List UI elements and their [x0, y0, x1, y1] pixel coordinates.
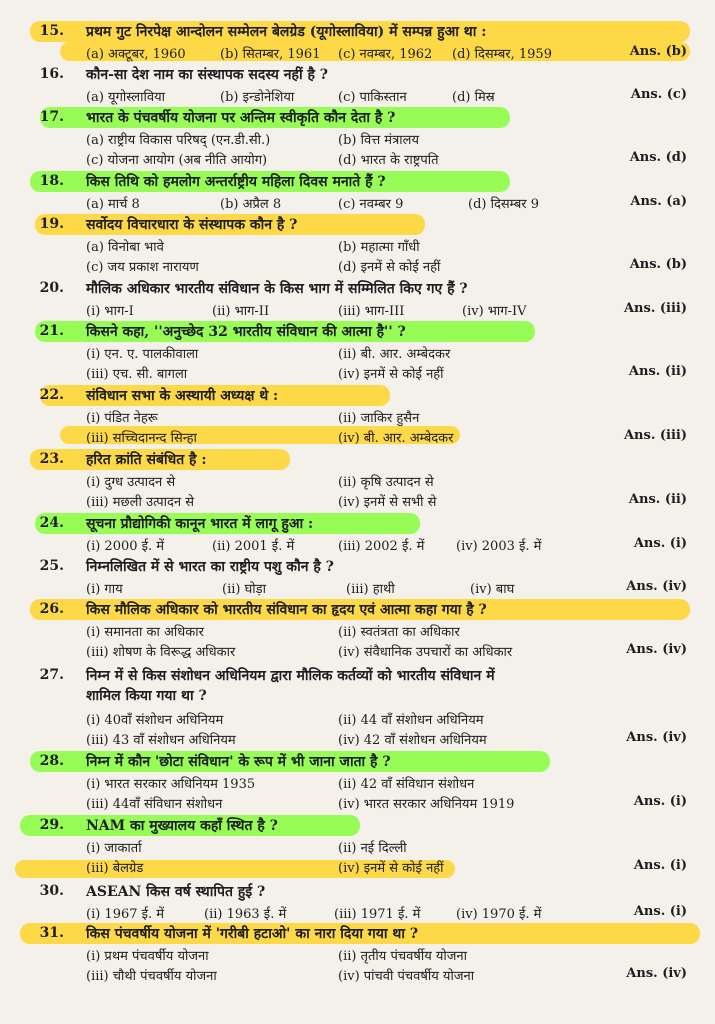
option-3: (iii) शोषण के विरूद्ध अधिकार	[86, 645, 236, 660]
option-1: (i) प्रथम पंचवर्षीय योजना	[86, 949, 209, 964]
option-c: (c) नवम्बर 9	[338, 197, 404, 212]
question-20	[0, 277, 715, 319]
option-b: (b) सितम्बर, 1961	[220, 47, 321, 62]
option-4: (iv) 2003 ई. में	[456, 539, 542, 554]
question-number: 23.	[39, 451, 64, 467]
option-3: (iii) बेलग्रेड	[86, 861, 144, 876]
option-4: (iv) भाग-IV	[462, 304, 527, 319]
option-2: (ii) 1963 ई. में	[204, 907, 287, 922]
option-a: (a) राष्ट्रीय विकास परिषद् (एन.डी.सी.)	[86, 133, 271, 148]
question-text: सूचना प्रौद्योगिकी कानून भारत में लागू हुआ :	[86, 516, 314, 532]
question-text: NAM का मुख्यालय कहाँ स्थित है ?	[86, 818, 278, 834]
question-text: किसने कहा, ''अनुच्छेद 32 भारतीय संविधान की आत्मा है'' ?	[86, 324, 406, 340]
question-text: सर्वोदय विचारधारा के संस्थापक कौन है ?	[86, 217, 298, 233]
question-number: 25.	[39, 558, 64, 574]
answer: Ans. (i)	[633, 904, 687, 919]
question-text: हरित क्रांति संबंधित है :	[86, 452, 207, 468]
question-text: किस तिथि को हमलोग अन्तर्राष्ट्रीय महिला दिवस मनाते हैं ?	[86, 174, 386, 190]
option-b: (b) महात्मा गाँधी	[338, 240, 420, 255]
question-24	[0, 512, 715, 554]
option-2: (ii) 2001 ई. में	[212, 539, 295, 554]
option-2: (ii) 42 वाँ संविधान संशोधन	[338, 777, 475, 792]
option-4: (iv) इनमें से कोई नहीं	[338, 861, 444, 876]
option-3: (iii) सच्चिदानन्द सिन्हा	[86, 431, 197, 446]
answer: Ans. (d)	[629, 150, 687, 165]
option-2: (ii) भाग-II	[212, 304, 270, 319]
answer: Ans. (i)	[633, 794, 687, 809]
option-1: (i) 2000 ई. में	[86, 539, 165, 554]
question-number: 27.	[39, 667, 64, 683]
question-26	[0, 598, 715, 660]
question-number: 24.	[39, 515, 64, 531]
question-text: किस मौलिक अधिकार को भारतीय संविधान का हृदय एवं आत्मा कहा गया है ?	[86, 602, 487, 618]
question-30	[0, 880, 715, 922]
option-1: (i) पंडित नेहरू	[86, 411, 158, 426]
question-number: 15.	[39, 23, 64, 39]
question-text: भारत के पंचवर्षीय योजना पर अन्तिम स्वीकृति कौन देता है ?	[86, 110, 396, 126]
option-d: (d) इनमें से कोई नहीं	[338, 260, 441, 275]
option-3: (iii) भाग-III	[338, 304, 405, 319]
option-4: (iv) 1970 ई. में	[456, 907, 542, 922]
option-2: (ii) बी. आर. अम्बेदकर	[338, 347, 451, 362]
question-number: 29.	[39, 817, 64, 833]
question-number: 28.	[39, 753, 64, 769]
question-number: 19.	[39, 216, 64, 232]
option-b: (b) वित्त मंत्रालय	[338, 133, 419, 148]
question-number: 21.	[39, 323, 64, 339]
option-d: (d) दिसम्बर, 1959	[452, 47, 552, 62]
question-27	[0, 664, 715, 748]
answer: Ans. (b)	[629, 257, 687, 272]
question-number: 26.	[39, 601, 64, 617]
answer: Ans. (iv)	[626, 966, 687, 981]
answer: Ans. (iv)	[626, 642, 687, 657]
option-1: (i) एन. ए. पालकीवाला	[86, 347, 199, 362]
question-number: 16.	[39, 66, 64, 82]
option-3: (iii) एच. सी. बागला	[86, 367, 188, 382]
option-c: (c) नवम्बर, 1962	[338, 47, 433, 62]
option-2: (ii) घोड़ा	[222, 582, 266, 597]
question-text: किस पंचवर्षीय योजना में 'गरीबी हटाओ' का नारा दिया गया था ?	[86, 926, 419, 942]
question-31	[0, 922, 715, 984]
option-1: (i) 40वाँ संशोधन अधिनियम	[86, 713, 224, 728]
option-c: (c) योजना आयोग (अब नीति आयोग)	[86, 153, 268, 168]
option-d: (d) दिसम्बर 9	[468, 197, 540, 212]
question-22	[0, 384, 715, 446]
option-2: (ii) स्वतंत्रता का अधिकार	[338, 625, 460, 640]
question-19	[0, 213, 715, 275]
question-text-continued: शामिल किया गया था ?	[86, 688, 207, 704]
option-b: (b) इन्डोनेशिया	[220, 90, 295, 105]
question-18	[0, 170, 715, 212]
answer: Ans. (iii)	[623, 301, 687, 316]
option-d: (d) भारत के राष्ट्रपति	[338, 153, 439, 168]
answer: Ans. (b)	[629, 44, 687, 59]
question-text: निम्नलिखित में से भारत का राष्ट्रीय पशु कौन है ?	[86, 559, 334, 575]
question-number: 22.	[39, 387, 64, 403]
option-c: (c) पाकिस्तान	[338, 90, 407, 105]
option-3: (iii) मछली उत्पादन से	[86, 495, 194, 510]
answer: Ans. (iv)	[626, 579, 687, 594]
option-2: (ii) जाकिर हुसैन	[338, 411, 420, 426]
question-number: 17.	[39, 109, 64, 125]
option-1: (i) दुग्ध उत्पादन से	[86, 475, 176, 490]
question-15	[0, 20, 715, 62]
option-1: (i) भारत सरकार अधिनियम 1935	[86, 777, 256, 792]
option-a: (a) यूगोस्लाविया	[86, 90, 165, 105]
option-c: (c) जय प्रकाश नारायण	[86, 260, 199, 275]
option-4: (iv) 42 वाँ संशोधन अधिनियम	[338, 733, 487, 748]
question-text: संविधान सभा के अस्थायी अध्यक्ष थे :	[86, 388, 279, 404]
question-17	[0, 106, 715, 168]
option-3: (iii) 44वाँ संविधान संशोधन	[86, 797, 223, 812]
question-21	[0, 320, 715, 382]
option-4: (iv) बी. आर. अम्बेदकर	[338, 431, 454, 446]
answer: Ans. (ii)	[628, 364, 687, 379]
option-2: (ii) 44 वाँ संशोधन अधिनियम	[338, 713, 484, 728]
option-3: (iii) 2002 ई. में	[338, 539, 425, 554]
question-28	[0, 750, 715, 812]
question-text: ASEAN किस वर्ष स्थापित हुई ?	[86, 884, 266, 900]
question-16	[0, 63, 715, 105]
option-1: (i) 1967 ई. में	[86, 907, 165, 922]
answer: Ans. (c)	[630, 87, 687, 102]
option-4: (iv) बाघ	[470, 582, 515, 597]
answer: Ans. (i)	[633, 536, 687, 551]
question-29	[0, 814, 715, 876]
option-2: (ii) नई दिल्ली	[338, 841, 407, 856]
question-number: 18.	[39, 173, 64, 189]
question-text: मौलिक अधिकार भारतीय संविधान के किस भाग में सम्मिलित किए गए हैं ?	[86, 281, 468, 297]
option-1: (i) जाकार्ता	[86, 841, 142, 856]
answer: Ans. (i)	[633, 858, 687, 873]
question-text: प्रथम गुट निरपेक्ष आन्दोलन सम्मेलन बेलग्रेड (यूगोस्लाविया) में सम्पन्न हुआ था :	[86, 24, 487, 40]
option-a: (a) मार्च 8	[86, 197, 140, 212]
option-3: (iii) चौथी पंचवर्षीय योजना	[86, 969, 217, 984]
option-4: (iv) भारत सरकार अधिनियम 1919	[338, 797, 515, 812]
question-number: 31.	[39, 925, 64, 941]
question-text: निम्न में कौन 'छोटा संविधान' के रूप में भी जाना जाता है ?	[86, 754, 391, 770]
option-d: (d) मिस्र	[452, 90, 495, 105]
question-text: कौन-सा देश नाम का संस्थापक सदस्य नहीं है ?	[86, 67, 328, 83]
answer: Ans. (iii)	[623, 428, 687, 443]
option-a: (a) विनोबा भावे	[86, 240, 164, 255]
option-1: (i) गाय	[86, 582, 123, 597]
question-number: 20.	[39, 280, 64, 296]
option-4: (iv) संवैधानिक उपचारों का अधिकार	[338, 645, 513, 660]
option-4: (iv) इनमें से सभी से	[338, 495, 437, 510]
answer: Ans. (a)	[630, 194, 687, 209]
option-3: (iii) 1971 ई. में	[334, 907, 421, 922]
answer: Ans. (ii)	[628, 492, 687, 507]
option-2: (ii) कृषि उत्पादन से	[338, 475, 434, 490]
question-25	[0, 555, 715, 597]
option-3: (iii) हाथी	[346, 582, 395, 597]
question-23	[0, 448, 715, 510]
option-b: (b) अप्रैल 8	[220, 197, 282, 212]
option-a: (a) अक्टूबर, 1960	[86, 47, 186, 62]
option-1: (i) भाग-I	[86, 304, 134, 319]
option-4: (iv) पांचवी पंचवर्षीय योजना	[338, 969, 475, 984]
option-1: (i) समानता का अधिकार	[86, 625, 204, 640]
option-3: (iii) 43 वाँ संशोधन अधिनियम	[86, 733, 236, 748]
option-4: (iv) इनमें से कोई नहीं	[338, 367, 444, 382]
question-number: 30.	[39, 883, 64, 899]
option-2: (ii) तृतीय पंचवर्षीय योजना	[338, 949, 468, 964]
question-text: निम्न में से किस संशोधन अधिनियम द्वारा मौलिक कर्तव्यों को भारतीय संविधान में	[86, 668, 495, 684]
answer: Ans. (iv)	[626, 730, 687, 745]
